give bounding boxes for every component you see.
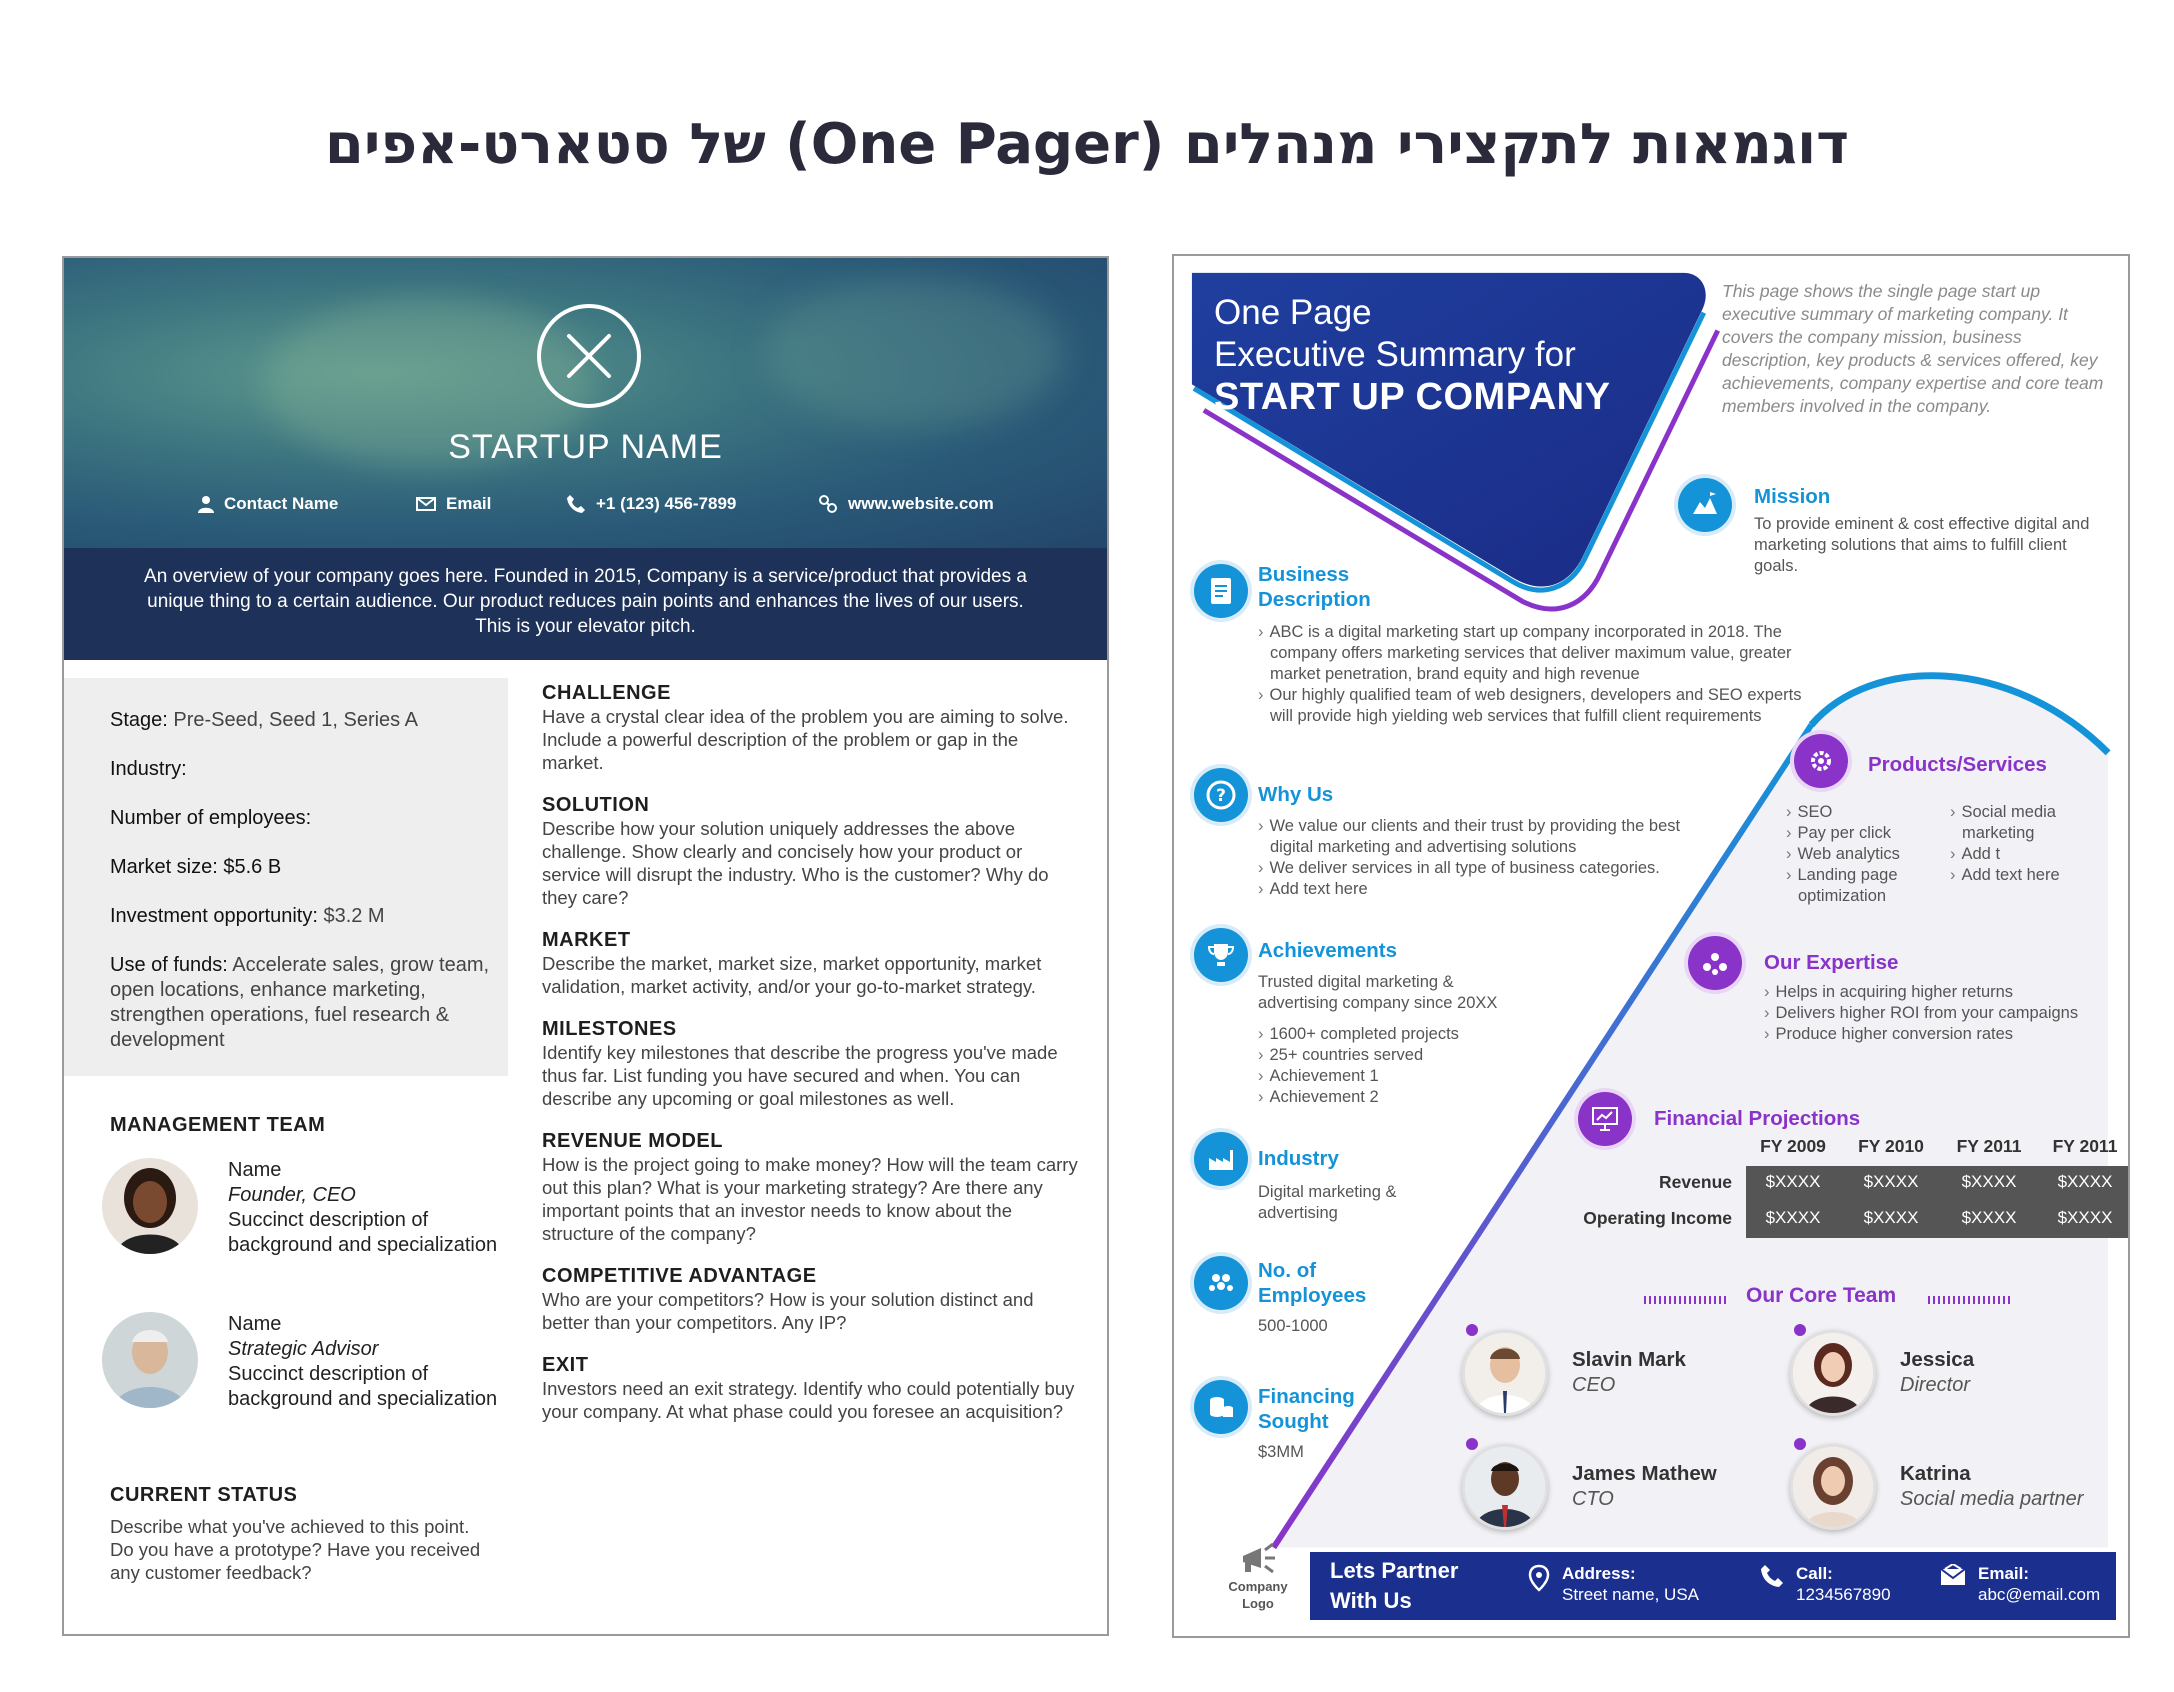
list-item: › ABC is a digital marketing start up company incorporated in 2018. The company offers marketing services that deliver maximum value, greater market penetration, brand equity and high revenue xyxy=(1258,622,1818,685)
employees-value: 500-1000 xyxy=(1258,1317,1328,1335)
startup-one-pager-right xyxy=(1172,254,2130,1638)
table-header: FY 2009 xyxy=(1760,1136,1826,1156)
challenge-section xyxy=(542,682,1082,774)
mission-text: To provide eminent & cost effective digital and marketing solutions that aims to fulfill client goals. xyxy=(1754,515,2090,575)
contact-name: Contact Name xyxy=(198,494,338,514)
list-item: › Landing page optimization xyxy=(1786,865,1936,907)
industry-text: Digital marketing & advertising xyxy=(1258,1183,1397,1222)
company-stats xyxy=(110,708,500,1077)
member-name: Name xyxy=(228,1313,282,1335)
financing-value: $3MM xyxy=(1258,1443,1304,1461)
hero-banner xyxy=(64,258,1107,548)
mission-icon xyxy=(1678,478,1732,532)
question-icon xyxy=(1194,768,1248,822)
startup-name: STARTUP NAME xyxy=(448,428,723,466)
presentation-chart-icon xyxy=(1578,1092,1632,1146)
current-status-heading: CURRENT STATUS xyxy=(110,1484,298,1506)
table-row-label: Revenue xyxy=(1659,1172,1732,1192)
member-role: Strategic Advisor xyxy=(228,1338,379,1360)
footer-address: Address: Street name, USA xyxy=(1528,1564,1699,1606)
section-heading: REVENUE MODEL xyxy=(542,1130,723,1152)
factory-icon xyxy=(1194,1132,1248,1186)
table-cell: $XXXX xyxy=(1863,1208,1919,1227)
gear-icon xyxy=(1794,734,1848,788)
table-cell: $XXXX xyxy=(1765,1172,1821,1191)
list-item: › Achievement 1 xyxy=(1258,1066,1538,1087)
stat-funds: Use of funds: Accelerate sales, grow team, open locations, enhance marketing, strengthen operations, fuel research & development xyxy=(110,954,490,1051)
table-header: FY 2011 xyxy=(1956,1136,2022,1156)
page-title: דוגמאות לתקצירי מנהלים (One Pager) של סטארט-אפים xyxy=(324,112,1850,177)
avatar xyxy=(1790,1444,1876,1530)
list-item: › We value our clients and their trust by providing the best digital marketing and advertising solutions xyxy=(1258,816,1718,858)
member-role: CTO xyxy=(1572,1488,1614,1510)
pitch-sections xyxy=(542,682,1082,1443)
stat-market: Market size: $5.6 B xyxy=(110,856,282,878)
company-logo: Company Logo xyxy=(1210,1540,1306,1612)
member-role: Director xyxy=(1900,1374,1971,1396)
phone-icon xyxy=(566,494,586,514)
stat-industry: Industry: xyxy=(110,758,187,780)
member-role: Founder, CEO xyxy=(228,1184,356,1206)
section-heading: MILESTONES xyxy=(542,1018,677,1040)
section-text: Describe the market, market size, market opportunity, market validation, market activity, and/or your go-to-market strategy. xyxy=(542,953,1042,997)
coins-icon xyxy=(1194,1380,1248,1434)
startup-one-pager-left xyxy=(62,256,1109,1636)
avatar xyxy=(1462,1330,1548,1416)
avatar xyxy=(102,1312,198,1408)
list-item: › Pay per click xyxy=(1786,823,1936,844)
why-us-heading: Why Us xyxy=(1258,783,1334,806)
solution-section xyxy=(542,794,1082,909)
stat-stage: Stage: Pre-Seed, Seed 1, Series A xyxy=(110,709,418,731)
table-row-label: Operating Income xyxy=(1583,1208,1732,1228)
section-heading: COMPETITIVE ADVANTAGE xyxy=(542,1265,817,1287)
business-heading: Business Description xyxy=(1258,563,1371,611)
table-header: FY 2011 xyxy=(2052,1136,2118,1156)
achievements-intro: Trusted digital marketing & advertising company since 20XX xyxy=(1258,973,1498,1012)
list-item: › Add text here xyxy=(1258,879,1718,900)
list-item: › 25+ countries served xyxy=(1258,1045,1538,1066)
achievements-heading: Achievements xyxy=(1258,939,1398,962)
section-text: Who are your competitors? How is your solution distinct and better than your competitors. Any IP? xyxy=(542,1289,1034,1333)
why-us-bullets xyxy=(1258,816,1718,900)
list-item: › SEO xyxy=(1786,802,1936,823)
contact-phone: +1 (123) 456-7899 xyxy=(566,494,736,514)
table-cell: $XXXX xyxy=(2057,1172,2113,1191)
link-icon xyxy=(818,494,838,514)
competitive-advantage-section xyxy=(542,1265,1082,1334)
partner-cta: Lets Partner With Us xyxy=(1330,1558,1459,1613)
stat-investment: Investment opportunity: $3.2 M xyxy=(110,905,385,927)
contact-website: www.website.com xyxy=(818,494,994,514)
member-name: Name xyxy=(228,1159,282,1181)
contact-row xyxy=(64,494,1107,524)
company-overview: An overview of your company goes here. Founded in 2015, Company is a service/product that provides a unique thing to a certain audience. Our product reduces pain points and enhances the lives of our users. This is your elevator pitch. xyxy=(64,548,1107,660)
table-cell: $XXXX xyxy=(1961,1172,2017,1191)
person-icon xyxy=(198,495,214,513)
contact-email: Email xyxy=(416,494,491,514)
list-item: › Add text here xyxy=(1950,865,2100,886)
member-name: Katrina xyxy=(1900,1462,1971,1485)
market-section xyxy=(542,929,1082,998)
summary-title: One Page Executive Summary for xyxy=(1214,293,1576,374)
section-text: Investors need an exit strategy. Identify who could potentially buy your company. At what phase could you foresee an acquisition? xyxy=(542,1378,1075,1422)
milestones-section xyxy=(542,1018,1082,1110)
current-status-text: Describe what you've achieved to this point. Do you have a prototype? Have you received any customer feedback? xyxy=(110,1516,481,1583)
table-cell: $XXXX xyxy=(1863,1172,1919,1191)
avatar xyxy=(1462,1444,1548,1530)
products-heading: Products/Services xyxy=(1868,753,2047,776)
svg-text:?: ? xyxy=(1216,786,1226,806)
member-name: Slavin Mark xyxy=(1572,1348,1686,1371)
management-heading: MANAGEMENT TEAM xyxy=(110,1114,326,1136)
member-name: James Mathew xyxy=(1572,1462,1717,1485)
intro-text: This page shows the single page start up executive summary of marketing company. It covers the company mission, business description, key products & services offered, key achievements, company expertise and core team members involved in the company. xyxy=(1722,281,2104,416)
table-header: FY 2010 xyxy=(1858,1136,1924,1156)
table-cell: $XXXX xyxy=(1765,1208,1821,1227)
mail-icon xyxy=(416,497,436,511)
member-description: Succinct description of background and specialization xyxy=(228,1209,498,1256)
list-item: › Web analytics xyxy=(1786,844,1936,865)
section-text: Identify key milestones that describe the progress you've made thus far. List funding you have secured and when. You can describe any upcoming or goal milestones as well. xyxy=(542,1042,1058,1109)
achievements-bullets xyxy=(1258,1024,1538,1108)
stat-employees: Number of employees: xyxy=(110,807,312,829)
avatar xyxy=(1790,1330,1876,1416)
team-network-icon xyxy=(1688,936,1742,990)
expertise-heading: Our Expertise xyxy=(1764,951,1899,974)
expertise-bullets xyxy=(1764,982,2084,1045)
current-status-section xyxy=(110,1484,490,1584)
section-heading: EXIT xyxy=(542,1354,589,1376)
list-item: › Produce higher conversion rates xyxy=(1764,1024,2084,1045)
mission-heading: Mission xyxy=(1754,485,1831,508)
industry-heading: Industry xyxy=(1258,1147,1339,1170)
mail-icon xyxy=(1940,1564,1966,1586)
financial-heading: Financial Projections xyxy=(1654,1107,1861,1130)
business-bullets xyxy=(1258,622,1818,727)
list-item: › Our highly qualified team of web designers, developers and SEO experts will provide high yielding web services that fulfill client requirements xyxy=(1258,685,1818,727)
avatar xyxy=(102,1158,198,1254)
trophy-icon xyxy=(1194,928,1248,982)
contact-footer xyxy=(1310,1552,2116,1620)
list-item: › Achievement 2 xyxy=(1258,1087,1538,1108)
list-item: › We deliver services in all type of business categories. xyxy=(1258,858,1718,879)
member-role: CEO xyxy=(1572,1374,1616,1396)
list-item: › Delivers higher ROI from your campaigns xyxy=(1764,1003,2084,1024)
phone-icon xyxy=(1760,1564,1784,1588)
section-text: Describe how your solution uniquely addresses the above challenge. Show clearly and concisely how your product or service will disrupt the industry. Who is the customer? Why do they care? xyxy=(542,818,1049,908)
section-text: How is the project going to make money? How will the team carry out this plan? What is your marketing strategy? Are there any important points that an investor needs to know about the structure of the company? xyxy=(542,1154,1078,1244)
startup-logo-icon xyxy=(537,304,641,408)
exit-section xyxy=(542,1354,1082,1423)
people-icon xyxy=(1194,1256,1248,1310)
member-description: Succinct description of background and specialization xyxy=(228,1363,498,1410)
section-heading: CHALLENGE xyxy=(542,682,671,704)
revenue-model-section xyxy=(542,1130,1082,1245)
company-title: START UP COMPANY xyxy=(1214,376,1611,418)
financing-heading: Financing Sought xyxy=(1258,1385,1355,1433)
products-col2 xyxy=(1950,802,2100,886)
megaphone-icon xyxy=(1237,1540,1279,1574)
list-item: › 1600+ completed projects xyxy=(1258,1024,1538,1045)
products-col1 xyxy=(1786,802,1936,907)
section-heading: SOLUTION xyxy=(542,794,650,816)
section-text: Have a crystal clear idea of the problem you are aiming to solve. Include a powerful description of the problem or gap in the market. xyxy=(542,706,1069,773)
table-cell: $XXXX xyxy=(1961,1208,2017,1227)
footer-email: Email: abc@email.com xyxy=(1940,1564,2100,1606)
document-icon xyxy=(1194,564,1248,618)
member-name: Jessica xyxy=(1900,1348,1975,1371)
list-item: › Add t xyxy=(1950,844,2100,865)
list-item: › Helps in acquiring higher returns xyxy=(1764,982,2084,1003)
list-item: › Social media marketing xyxy=(1950,802,2100,844)
member-role: Social media partner xyxy=(1900,1488,2084,1510)
table-cell: $XXXX xyxy=(2057,1208,2113,1227)
core-team-heading: Our Core Team xyxy=(1746,1284,1897,1307)
location-pin-icon xyxy=(1528,1564,1550,1592)
employees-heading: No. of Employees xyxy=(1258,1259,1367,1307)
footer-call: Call: 1234567890 xyxy=(1760,1564,1891,1606)
section-heading: MARKET xyxy=(542,929,631,951)
